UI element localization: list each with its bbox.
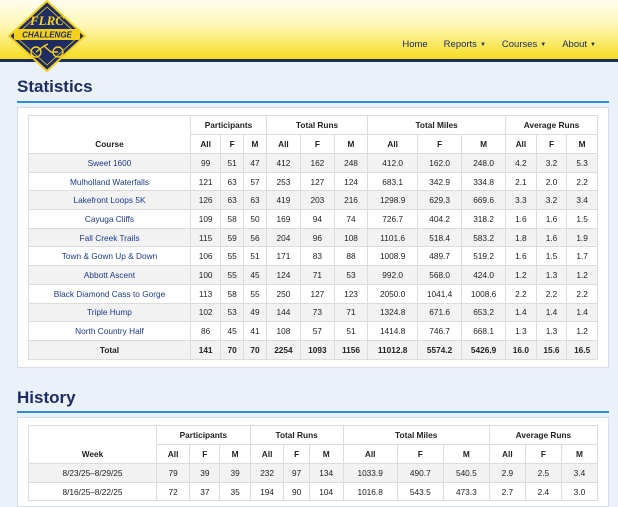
total-cell: 70 xyxy=(244,340,267,359)
table-cell: 74 xyxy=(334,210,367,229)
course-link[interactable]: Mulholland Waterfalls xyxy=(29,172,191,191)
table-cell: 124 xyxy=(266,266,300,285)
nav-label: Courses xyxy=(501,39,538,50)
course-link[interactable]: Town & Gown Up & Down xyxy=(29,247,191,266)
table-cell: 342.9 xyxy=(418,172,462,191)
table-cell: 3.4 xyxy=(561,464,597,483)
total-cell: 16.5 xyxy=(567,340,598,359)
sub-header: M xyxy=(443,445,489,464)
table-cell: 41 xyxy=(244,322,267,341)
statistics-rule xyxy=(17,101,609,103)
table-cell: 424.0 xyxy=(462,266,506,285)
table-cell: 334.8 xyxy=(462,172,506,191)
sub-header: M xyxy=(561,445,597,464)
sub-header: M xyxy=(244,135,267,154)
group-header: Total Runs xyxy=(250,426,343,445)
sub-header: M xyxy=(334,135,367,154)
nav-label: Home xyxy=(402,39,428,50)
sub-header: All xyxy=(250,445,284,464)
total-cell: 1156 xyxy=(334,340,367,359)
table-cell: 1.4 xyxy=(506,303,537,322)
table-cell: 232 xyxy=(250,464,284,483)
table-cell: 1.6 xyxy=(536,228,567,247)
total-cell: 70 xyxy=(221,340,244,359)
table-cell: 115 xyxy=(191,228,221,247)
table-row xyxy=(29,191,598,210)
table-cell: 1008.6 xyxy=(462,284,506,303)
table-cell: 412 xyxy=(266,154,300,173)
table-cell: 55 xyxy=(221,266,244,285)
nav-about[interactable] xyxy=(554,39,604,50)
table-cell: 124 xyxy=(334,172,367,191)
sub-header: F xyxy=(190,445,220,464)
statistics-title: Statistics xyxy=(17,77,93,96)
history-rule xyxy=(17,411,609,413)
table-cell: 629.3 xyxy=(418,191,462,210)
table-cell: 1.4 xyxy=(536,303,567,322)
table-cell: 39 xyxy=(190,464,220,483)
table-cell: 1.3 xyxy=(536,322,567,341)
main-nav xyxy=(394,39,604,50)
week-label: 8/23/25–8/29/25 xyxy=(29,464,157,483)
table-cell: 3.2 xyxy=(536,191,567,210)
header-blank xyxy=(29,426,157,445)
table-cell: 404.2 xyxy=(418,210,462,229)
table-cell: 250 xyxy=(266,284,300,303)
table-cell: 1.4 xyxy=(567,303,598,322)
table-cell: 253 xyxy=(266,172,300,191)
table-cell: 126 xyxy=(191,191,221,210)
flrc-challenge-logo[interactable] xyxy=(6,0,88,72)
svg-text:CHALLENGE: CHALLENGE xyxy=(22,30,72,40)
table-row xyxy=(29,284,598,303)
table-row xyxy=(29,482,598,501)
table-cell: 162.0 xyxy=(418,154,462,173)
sub-header: F xyxy=(418,135,462,154)
table-cell: 1.5 xyxy=(567,210,598,229)
table-cell: 248 xyxy=(334,154,367,173)
table-cell: 3.0 xyxy=(561,482,597,501)
table-cell: 1298.9 xyxy=(368,191,418,210)
total-cell: 15.6 xyxy=(536,340,567,359)
course-link[interactable]: Black Diamond Cass to Gorge xyxy=(29,284,191,303)
table-cell: 653.2 xyxy=(462,303,506,322)
history-card xyxy=(17,417,609,507)
table-row xyxy=(29,464,598,483)
table-row xyxy=(29,247,598,266)
sub-header: M xyxy=(309,445,343,464)
total-cell: 16.0 xyxy=(506,340,537,359)
nav-courses[interactable] xyxy=(494,39,554,50)
table-cell: 2.2 xyxy=(506,284,537,303)
table-cell: 1016.8 xyxy=(343,482,397,501)
history-title: History xyxy=(17,388,76,407)
table-cell: 992.0 xyxy=(368,266,418,285)
table-cell: 51 xyxy=(221,154,244,173)
sub-header: M xyxy=(567,135,598,154)
table-cell: 412.0 xyxy=(368,154,418,173)
total-cell: 1093 xyxy=(300,340,334,359)
table-cell: 3.4 xyxy=(567,191,598,210)
table-cell: 1.2 xyxy=(567,266,598,285)
table-cell: 90 xyxy=(284,482,309,501)
first-column-header: Week xyxy=(29,445,157,464)
table-cell: 83 xyxy=(300,247,334,266)
table-cell: 50 xyxy=(244,210,267,229)
table-cell: 194 xyxy=(250,482,284,501)
table-cell: 121 xyxy=(191,172,221,191)
sub-header: F xyxy=(536,135,567,154)
sub-header: F xyxy=(221,135,244,154)
group-header: Participants xyxy=(191,116,267,135)
table-cell: 63 xyxy=(221,191,244,210)
table-cell: 668.1 xyxy=(462,322,506,341)
total-cell: 2254 xyxy=(266,340,300,359)
table-cell: 45 xyxy=(221,322,244,341)
sub-header: F xyxy=(300,135,334,154)
sub-header: All xyxy=(157,445,190,464)
table-cell: 203 xyxy=(300,191,334,210)
group-header: Participants xyxy=(157,426,251,445)
caret-down-icon: ▼ xyxy=(590,41,596,48)
table-cell: 35 xyxy=(220,482,250,501)
table-cell: 86 xyxy=(191,322,221,341)
table-cell: 51 xyxy=(334,322,367,341)
table-row xyxy=(29,266,598,285)
table-cell: 57 xyxy=(244,172,267,191)
table-cell: 671.6 xyxy=(418,303,462,322)
table-cell: 104 xyxy=(309,482,343,501)
table-row xyxy=(29,210,598,229)
table-cell: 2.5 xyxy=(525,464,561,483)
table-cell: 1041.4 xyxy=(418,284,462,303)
table-cell: 2.2 xyxy=(536,284,567,303)
total-row xyxy=(29,340,598,359)
table-cell: 568.0 xyxy=(418,266,462,285)
table-cell: 248.0 xyxy=(462,154,506,173)
table-cell: 51 xyxy=(244,247,267,266)
table-cell: 490.7 xyxy=(397,464,443,483)
table-cell: 59 xyxy=(221,228,244,247)
table-cell: 1.9 xyxy=(567,228,598,247)
course-link[interactable]: Triple Hump xyxy=(29,303,191,322)
table-cell: 540.5 xyxy=(443,464,489,483)
table-cell: 2.7 xyxy=(489,482,525,501)
table-cell: 99 xyxy=(191,154,221,173)
caret-down-icon: ▼ xyxy=(540,41,547,48)
table-row xyxy=(29,228,598,247)
nav-home[interactable] xyxy=(394,39,435,50)
first-column-header: Course xyxy=(29,135,191,154)
table-cell: 2.4 xyxy=(525,482,561,501)
table-cell: 1414.8 xyxy=(368,322,418,341)
group-header: Average Runs xyxy=(506,116,598,135)
table-cell: 669.6 xyxy=(462,191,506,210)
table-cell: 63 xyxy=(221,172,244,191)
table-cell: 55 xyxy=(221,247,244,266)
statistics-table xyxy=(28,115,598,360)
table-row xyxy=(29,303,598,322)
sub-header: All xyxy=(489,445,525,464)
group-header: Total Miles xyxy=(343,426,489,445)
table-cell: 37 xyxy=(190,482,220,501)
table-row xyxy=(29,154,598,173)
table-cell: 3.3 xyxy=(506,191,537,210)
table-cell: 113 xyxy=(191,284,221,303)
table-cell: 127 xyxy=(300,172,334,191)
course-link[interactable]: Cayuga Cliffs xyxy=(29,210,191,229)
nav-label: Reports xyxy=(443,39,477,50)
table-cell: 63 xyxy=(244,191,267,210)
course-link[interactable]: Sweet 1600 xyxy=(29,154,191,173)
table-cell: 58 xyxy=(221,284,244,303)
table-cell: 45 xyxy=(244,266,267,285)
table-cell: 583.2 xyxy=(462,228,506,247)
course-link[interactable]: Fall Creek Trails xyxy=(29,228,191,247)
table-cell: 88 xyxy=(334,247,367,266)
week-label: 8/16/25–8/22/25 xyxy=(29,482,157,501)
table-cell: 1324.8 xyxy=(368,303,418,322)
table-cell: 72 xyxy=(157,482,190,501)
table-cell: 57 xyxy=(300,322,334,341)
table-cell: 1.6 xyxy=(536,210,567,229)
sub-header: All xyxy=(191,135,221,154)
table-cell: 55 xyxy=(244,284,267,303)
table-cell: 171 xyxy=(266,247,300,266)
statistics-card xyxy=(17,107,609,368)
table-cell: 109 xyxy=(191,210,221,229)
table-cell: 726.7 xyxy=(368,210,418,229)
table-cell: 1101.6 xyxy=(368,228,418,247)
nav-reports[interactable] xyxy=(436,39,494,50)
table-cell: 94 xyxy=(300,210,334,229)
total-cell: 11012.8 xyxy=(368,340,418,359)
table-cell: 2.0 xyxy=(536,172,567,191)
table-cell: 96 xyxy=(300,228,334,247)
table-cell: 97 xyxy=(284,464,309,483)
table-cell: 318.2 xyxy=(462,210,506,229)
group-header: Total Runs xyxy=(266,116,367,135)
table-cell: 216 xyxy=(334,191,367,210)
table-cell: 47 xyxy=(244,154,267,173)
sub-header: All xyxy=(343,445,397,464)
table-cell: 543.5 xyxy=(397,482,443,501)
table-cell: 108 xyxy=(334,228,367,247)
table-cell: 1008.9 xyxy=(368,247,418,266)
table-cell: 73 xyxy=(300,303,334,322)
table-cell: 489.7 xyxy=(418,247,462,266)
table-cell: 2.9 xyxy=(489,464,525,483)
svg-text:FLRC: FLRC xyxy=(30,13,64,28)
table-row xyxy=(29,172,598,191)
table-cell: 1.6 xyxy=(506,247,537,266)
course-link[interactable]: Abbott Ascent xyxy=(29,266,191,285)
table-cell: 106 xyxy=(191,247,221,266)
table-cell: 71 xyxy=(334,303,367,322)
table-cell: 3.2 xyxy=(536,154,567,173)
table-cell: 419 xyxy=(266,191,300,210)
sub-header: All xyxy=(506,135,537,154)
table-cell: 1.5 xyxy=(536,247,567,266)
header-blank xyxy=(29,116,191,135)
group-header: Total Miles xyxy=(368,116,506,135)
sub-header: All xyxy=(368,135,418,154)
table-cell: 169 xyxy=(266,210,300,229)
sub-header: M xyxy=(220,445,250,464)
table-cell: 71 xyxy=(300,266,334,285)
course-link[interactable]: Lakefront Loops 5K xyxy=(29,191,191,210)
nav-label: About xyxy=(562,39,588,50)
table-cell: 134 xyxy=(309,464,343,483)
table-cell: 746.7 xyxy=(418,322,462,341)
table-cell: 79 xyxy=(157,464,190,483)
table-cell: 519.2 xyxy=(462,247,506,266)
table-cell: 1.6 xyxy=(506,210,537,229)
table-cell: 2.2 xyxy=(567,172,598,191)
history-table xyxy=(28,425,598,501)
table-cell: 58 xyxy=(221,210,244,229)
table-cell: 1.2 xyxy=(567,322,598,341)
table-cell: 518.4 xyxy=(418,228,462,247)
total-label: Total xyxy=(29,340,191,359)
sub-header: F xyxy=(397,445,443,464)
total-cell: 141 xyxy=(191,340,221,359)
sub-header: F xyxy=(525,445,561,464)
table-cell: 144 xyxy=(266,303,300,322)
table-cell: 5.3 xyxy=(567,154,598,173)
table-row xyxy=(29,322,598,341)
table-cell: 1.3 xyxy=(506,322,537,341)
table-cell: 39 xyxy=(220,464,250,483)
table-cell: 108 xyxy=(266,322,300,341)
table-cell: 4.2 xyxy=(506,154,537,173)
table-cell: 1.3 xyxy=(536,266,567,285)
table-cell: 56 xyxy=(244,228,267,247)
total-cell: 5574.2 xyxy=(418,340,462,359)
total-cell: 5426.9 xyxy=(462,340,506,359)
table-cell: 49 xyxy=(244,303,267,322)
site-header xyxy=(0,0,618,62)
table-cell: 1.2 xyxy=(506,266,537,285)
sub-header: F xyxy=(284,445,309,464)
table-cell: 162 xyxy=(300,154,334,173)
table-cell: 123 xyxy=(334,284,367,303)
table-cell: 473.3 xyxy=(443,482,489,501)
table-cell: 53 xyxy=(334,266,367,285)
table-cell: 100 xyxy=(191,266,221,285)
caret-down-icon: ▼ xyxy=(479,41,486,48)
sub-header: M xyxy=(462,135,506,154)
table-cell: 1.8 xyxy=(506,228,537,247)
course-link[interactable]: North Country Half xyxy=(29,322,191,341)
group-header: Average Runs xyxy=(489,426,597,445)
table-cell: 683.1 xyxy=(368,172,418,191)
table-cell: 102 xyxy=(191,303,221,322)
table-cell: 204 xyxy=(266,228,300,247)
sub-header: All xyxy=(266,135,300,154)
table-cell: 127 xyxy=(300,284,334,303)
table-cell: 2.2 xyxy=(567,284,598,303)
table-cell: 2.1 xyxy=(506,172,537,191)
table-cell: 1.7 xyxy=(567,247,598,266)
table-cell: 53 xyxy=(221,303,244,322)
table-cell: 1033.9 xyxy=(343,464,397,483)
table-cell: 2050.0 xyxy=(368,284,418,303)
